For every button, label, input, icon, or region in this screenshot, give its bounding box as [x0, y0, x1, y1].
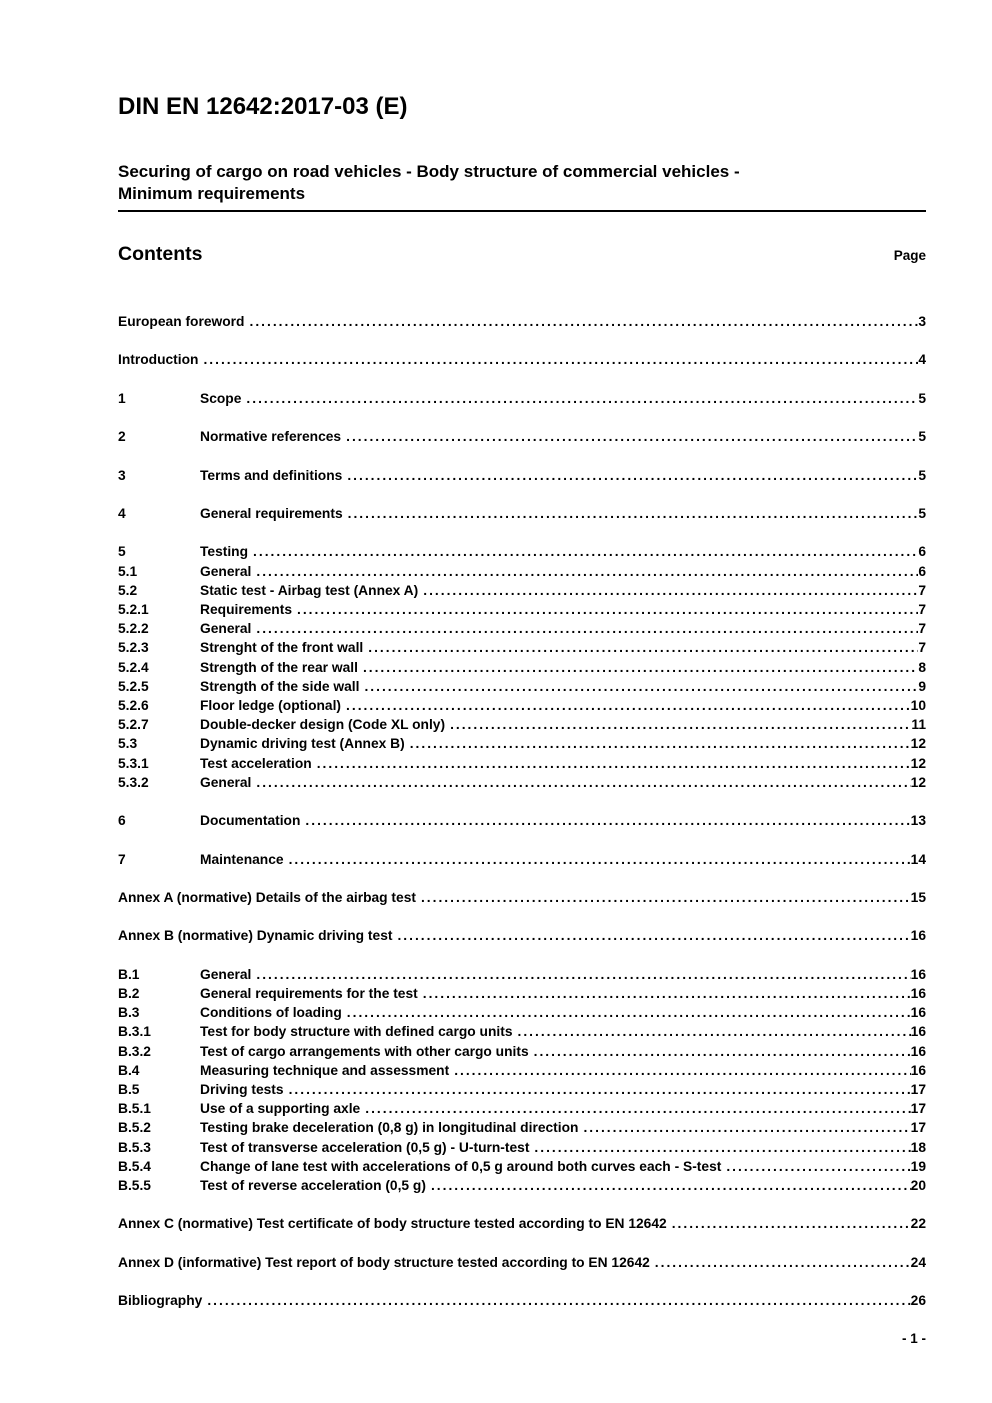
toc-entry-title: General	[200, 563, 252, 579]
toc-entry-title: Bibliography	[118, 1293, 203, 1309]
document-subtitle-line1: Securing of cargo on road vehicles - Body structure of commercial vehicles -	[118, 162, 740, 181]
toc-entry	[118, 619, 926, 638]
toc-leader-dots	[347, 1003, 911, 1022]
toc-leader-dots	[346, 696, 911, 715]
toc-entry-page: 22	[910, 1216, 926, 1232]
toc-entry	[118, 427, 926, 446]
toc-entry-title: Dynamic driving test (Annex B)	[200, 736, 405, 752]
toc-entry-page: 16	[910, 1005, 926, 1021]
toc-entry-number: 5.2.4	[118, 659, 149, 675]
toc-entry-number: 5.1	[118, 563, 138, 579]
toc-entry	[118, 850, 926, 869]
toc-entry-title: European foreword	[118, 314, 245, 329]
toc-entry-number: 5.2.6	[118, 697, 149, 713]
toc-leader-dots	[431, 1176, 911, 1195]
toc-entry-title: Annex B (normative) Dynamic driving test	[118, 928, 393, 944]
toc-entry	[118, 1176, 926, 1195]
document-subtitle-line2: Minimum requirements	[118, 183, 306, 203]
toc-entry-title: Double-decker design (Code XL only)	[200, 717, 446, 733]
toc-leader-dots	[423, 984, 911, 1003]
toc-entry-page: 5	[918, 390, 926, 406]
toc-leader-dots	[365, 1099, 910, 1118]
toc-entry-title: Test of cargo arrangements with other cargo units	[200, 1043, 529, 1059]
document-title: DIN EN 12642:2017-03 (E)	[118, 93, 408, 120]
toc-leader-dots	[364, 677, 918, 696]
toc-entry-page: 6	[918, 563, 926, 579]
toc-leader-dots	[518, 1022, 911, 1041]
toc-entry	[118, 1118, 926, 1137]
toc-leader-dots	[450, 715, 911, 734]
toc-entry-page: 12	[910, 755, 926, 771]
toc-leader-dots	[368, 638, 918, 657]
toc-entry-title: Test of transverse acceleration (0,5 g) - U-turn-test	[200, 1139, 530, 1155]
toc-entry-number: B.5	[118, 1081, 140, 1097]
toc-entry	[118, 734, 926, 753]
toc-entry-number: 5.3	[118, 736, 138, 752]
toc-leader-dots	[583, 1118, 910, 1137]
toc-leader-dots	[289, 850, 911, 869]
toc-entry-page: 12	[910, 736, 926, 752]
toc-entry-number: B.5.1	[118, 1101, 151, 1117]
toc-entry-title: Normative references	[200, 429, 342, 445]
document-subtitle	[118, 161, 926, 212]
toc-leader-dots	[534, 1042, 911, 1061]
toc-entry-page: 4	[918, 352, 926, 368]
toc-entry	[118, 600, 926, 619]
toc-entry-title: Strenght of the front wall	[200, 640, 364, 656]
toc-leader-dots	[256, 562, 918, 581]
toc-entry-page: 16	[910, 1062, 926, 1078]
toc-entry-title: Test of reverse acceleration (0,5 g)	[200, 1177, 426, 1193]
toc-entry-page: 7	[918, 640, 926, 656]
toc-entry	[118, 984, 926, 1003]
toc-leader-dots	[207, 1291, 910, 1310]
toc-entry-number: 1	[118, 390, 126, 406]
toc-entry	[118, 965, 926, 984]
toc-entry-number: 2	[118, 429, 126, 445]
toc-leader-dots	[346, 427, 918, 446]
toc-entry-number: B.2	[118, 985, 140, 1001]
toc-entry-number: B.3	[118, 1005, 140, 1021]
toc-leader-dots	[289, 1080, 911, 1099]
toc-leader-dots	[672, 1214, 911, 1233]
toc-entry-page: 5	[918, 505, 926, 521]
toc-entry-number: B.1	[118, 966, 140, 982]
toc-entry-title: Use of a supporting axle	[200, 1101, 361, 1117]
toc-entry-title: General requirements	[200, 505, 343, 521]
toc-entry-title: General	[200, 966, 252, 982]
toc-entry-title: Conditions of loading	[200, 1005, 342, 1021]
toc-entry	[118, 638, 926, 657]
toc-entry-title: Static test - Airbag test (Annex A)	[200, 582, 419, 598]
toc-entry-page: 16	[910, 1024, 926, 1040]
toc-entry-page: 24	[910, 1254, 926, 1270]
toc-entry-page: 17	[910, 1081, 926, 1097]
toc-entry-title: Annex A (normative) Details of the airbag test	[118, 889, 416, 905]
toc-entry-page: 12	[910, 774, 926, 790]
toc-entry-title: General	[200, 774, 252, 790]
toc-entry	[118, 1291, 926, 1310]
toc-entry-title: Requirements	[200, 601, 293, 617]
toc-entry-number: B.5.2	[118, 1120, 151, 1136]
toc-entry-title: Scope	[200, 390, 242, 406]
toc-entry-title: Introduction	[118, 352, 199, 368]
toc-entry-number: 5	[118, 544, 126, 560]
toc-leader-dots	[246, 389, 918, 408]
toc-entry-page: 19	[910, 1158, 926, 1174]
toc-entry	[118, 1022, 926, 1041]
toc-entry-page: 9	[918, 678, 926, 694]
toc-leader-dots	[317, 754, 911, 773]
toc-entry-page: 17	[910, 1120, 926, 1136]
toc-entry-title: Strength of the rear wall	[200, 659, 358, 675]
toc-entry-page: 26	[910, 1293, 926, 1309]
toc-entry-number: B.3.2	[118, 1043, 151, 1059]
toc-entry-number: 5.2.3	[118, 640, 149, 656]
toc-leader-dots	[397, 926, 910, 945]
toc-entry-number: 5.2.7	[118, 717, 149, 733]
toc-entry-page: 3	[918, 314, 926, 329]
toc-entry-title: Strength of the side wall	[200, 678, 360, 694]
toc-entry	[118, 1080, 926, 1099]
toc-entry-number: 5.2.5	[118, 678, 149, 694]
toc-entry	[118, 811, 926, 830]
table-of-contents	[118, 312, 926, 1310]
toc-entry-title: Floor ledge (optional)	[200, 697, 342, 713]
toc-entry	[118, 888, 926, 907]
toc-entry-page: 18	[910, 1139, 926, 1155]
toc-entry	[118, 754, 926, 773]
toc-entry-title: Annex D (informative) Test report of body structure tested according to EN 12642	[118, 1254, 650, 1270]
toc-entry	[118, 1138, 926, 1157]
toc-entry-title: Measuring technique and assessment	[200, 1062, 450, 1078]
toc-leader-dots	[421, 888, 911, 907]
toc-entry-page: 20	[910, 1177, 926, 1193]
toc-leader-dots	[655, 1253, 911, 1272]
toc-entry-page: 10	[910, 697, 926, 713]
toc-entry-title: Test acceleration	[200, 755, 312, 771]
toc-entry	[118, 504, 926, 523]
toc-entry-number: 5.2	[118, 582, 138, 598]
toc-entry	[118, 1253, 926, 1272]
toc-entry-number: 4	[118, 505, 126, 521]
toc-entry-number: B.5.3	[118, 1139, 151, 1155]
toc-leader-dots	[305, 811, 910, 830]
toc-entry	[118, 926, 926, 945]
toc-entry-number: B.3.1	[118, 1024, 151, 1040]
page-column-label: Page	[893, 248, 926, 263]
toc-leader-dots	[726, 1157, 910, 1176]
toc-leader-dots	[256, 619, 918, 638]
toc-leader-dots	[203, 350, 918, 369]
toc-entry	[118, 389, 926, 408]
toc-entry-page: 16	[910, 985, 926, 1001]
footer-page-number: - 1 -	[901, 1331, 926, 1346]
toc-entry-page: 6	[918, 544, 926, 560]
toc-entry	[118, 1157, 926, 1176]
toc-entry	[118, 1099, 926, 1118]
toc-entry	[118, 1214, 926, 1233]
toc-entry-page: 17	[910, 1101, 926, 1117]
toc-leader-dots	[256, 773, 910, 792]
toc-leader-dots	[534, 1138, 910, 1157]
toc-leader-dots	[297, 600, 918, 619]
toc-entry-number: 3	[118, 467, 126, 483]
toc-entry	[118, 542, 926, 561]
toc-leader-dots	[347, 466, 918, 485]
toc-entry	[118, 696, 926, 715]
toc-entry	[118, 1042, 926, 1061]
toc-entry	[118, 715, 926, 734]
toc-entry-page: 16	[910, 928, 926, 944]
toc-entry-title: Change of lane test with accelerations of 0,5 g around both curves each - S-test	[200, 1158, 722, 1174]
toc-entry	[118, 1003, 926, 1022]
toc-leader-dots	[249, 312, 918, 331]
toc-leader-dots	[253, 542, 918, 561]
toc-entry-page: 14	[910, 851, 926, 867]
toc-entry	[118, 312, 926, 331]
toc-entry-number: 5.3.1	[118, 755, 149, 771]
toc-entry-page: 15	[910, 889, 926, 905]
toc-entry-title: Driving tests	[200, 1081, 284, 1097]
toc-leader-dots	[363, 658, 918, 677]
contents-heading: Contents	[118, 243, 203, 265]
toc-entry-number: B.4	[118, 1062, 140, 1078]
toc-entry	[118, 581, 926, 600]
toc-entry-title: General	[200, 621, 252, 637]
toc-entry	[118, 350, 926, 369]
toc-entry-title: General requirements for the test	[200, 985, 418, 1001]
toc-entry-title: Testing	[200, 544, 249, 560]
toc-entry-number: 5.3.2	[118, 774, 149, 790]
toc-entry-title: Annex C (normative) Test certificate of body structure tested according to EN 12642	[118, 1216, 667, 1232]
toc-leader-dots	[423, 581, 918, 600]
toc-entry-title: Testing brake deceleration (0,8 g) in longitudinal direction	[200, 1120, 579, 1136]
toc-entry	[118, 466, 926, 485]
toc-entry-number: B.5.4	[118, 1158, 151, 1174]
toc-entry-number: 5.2.1	[118, 601, 149, 617]
toc-entry	[118, 1061, 926, 1080]
contents-header-row	[118, 243, 926, 266]
toc-entry	[118, 773, 926, 792]
toc-leader-dots	[410, 734, 911, 753]
toc-leader-dots	[256, 965, 910, 984]
toc-entry-page: 7	[918, 582, 926, 598]
toc-leader-dots	[348, 504, 919, 523]
toc-entry-title: Test for body structure with defined cargo units	[200, 1024, 513, 1040]
toc-entry-number: B.5.5	[118, 1177, 151, 1193]
toc-entry-page: 7	[918, 601, 926, 617]
toc-entry-page: 7	[918, 621, 926, 637]
toc-entry-page: 8	[918, 659, 926, 675]
toc-entry-number: 6	[118, 813, 126, 829]
toc-entry-page: 5	[918, 429, 926, 445]
toc-entry	[118, 562, 926, 581]
toc-entry-page: 16	[910, 1043, 926, 1059]
toc-entry	[118, 658, 926, 677]
toc-entry-number: 7	[118, 851, 126, 867]
toc-leader-dots	[454, 1061, 910, 1080]
toc-entry-title: Terms and definitions	[200, 467, 343, 483]
toc-entry-page: 13	[910, 813, 926, 829]
toc-entry-number: 5.2.2	[118, 621, 149, 637]
toc-entry-title: Documentation	[200, 813, 301, 829]
toc-entry-title: Maintenance	[200, 851, 284, 867]
toc-entry-page: 16	[910, 966, 926, 982]
toc-entry-page: 5	[918, 467, 926, 483]
toc-entry-page: 11	[911, 717, 926, 733]
toc-entry	[118, 677, 926, 696]
